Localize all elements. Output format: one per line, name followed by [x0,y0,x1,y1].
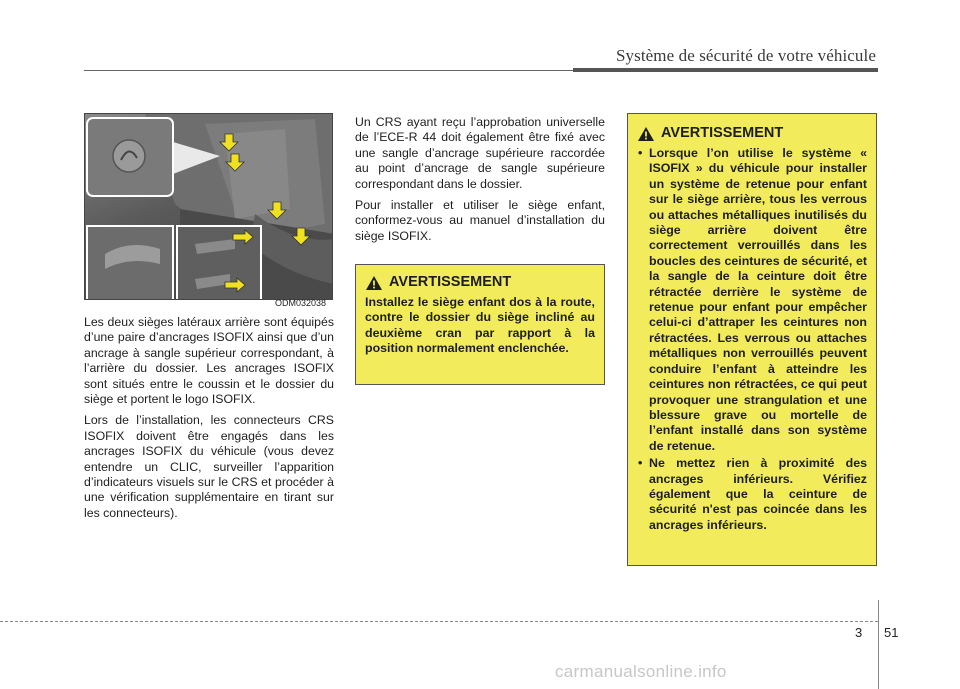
warning-triangle-icon [637,126,655,142]
warning-triangle-icon [365,275,383,291]
warning-box-large [627,113,877,566]
paragraph: Pour installer et utiliser le siège enfant, conformez-vous au manuel d’installation du siège ISOFIX. [355,198,605,243]
warning-box-small [355,264,605,385]
warning-title: AVERTISSEMENT [661,125,784,142]
warning-header [637,126,867,142]
warning-header [365,275,595,291]
isofix-seat-illustration [85,114,333,300]
paragraph: Lors de l’installation, les connecteurs CRS ISOFIX doivent être engagés dans les ancrages ISOFIX du véhicule (vous devez entendre un CLIC, surveiller l’apparition d’indicateurs visuels sur le CRS et procéder à une vérification supplémentaire en tirant sur les connecteurs). [84,413,334,520]
page-number: 51 [884,625,899,640]
paragraph: Un CRS ayant reçu l’approbation universelle de l’ECE-R 44 doit également être fixé avec une sangle d’ancrage supérieure raccordée au point d’ancrage de sangle supérieure correspondant dans le dossier. [355,115,605,191]
footer-divider [878,600,879,689]
figure-code: ODM032038 [275,298,327,308]
page-header-title: Système de sécurité de votre véhicule [615,46,876,65]
isofix-seat-photo [84,113,333,300]
warning-list-item: • Lorsque l’on utilise le système « ISOFIX » du véhicule pour installer un système de retenue pour enfant sur le siège arrière, tous les verrous ou attaches métalliques inutilisés du siège arrière doivent être correctement verrouillés dans les boucles des ceintures de sécurité, et la sangle de la ceinture doit être rétractée derrière le système de retenue pour enfant pour empêcher celui-ci d’attraper les ceintures non rétractées. Les verrous ou attaches métalliques non verrouillés peuvent conduire l’enfant à atteindre les ceintures non rétractées, ce qui peut provoquer une strangulation et une blessure grave ou mortelle de l’enfant installé dans son système de retenue. [637,146,867,454]
watermark: carmanualsonline.info [555,662,727,681]
warning-text: Installez le siège enfant dos à la route, contre le dossier du siège incliné au deuxième cran par rapport à la position normalement enclenchée. [365,295,595,356]
warning-list [637,146,867,533]
warning-list-item: • Ne mettez rien à proximité des ancrages inférieurs. Vérifiez également que la ceinture de sécurité n'est pas coincée dans les ancrages inférieurs. [637,456,867,533]
warning-title: AVERTISSEMENT [389,274,512,291]
middle-column-text [355,115,605,250]
header-rule-accent [573,68,878,72]
chapter-number: 3 [855,625,863,640]
paragraph: Les deux sièges latéraux arrière sont équipés d’une paire d’ancrages ISOFIX ainsi que d’un ancrage à sangle supérieur correspondant, à l’arrière du dossier. Les ancrages ISOFIX sont situés entre le coussin et le dossier du siège et portent le logo ISOFIX. [84,315,334,407]
left-column-text [84,315,334,527]
footer-rule [0,621,878,622]
